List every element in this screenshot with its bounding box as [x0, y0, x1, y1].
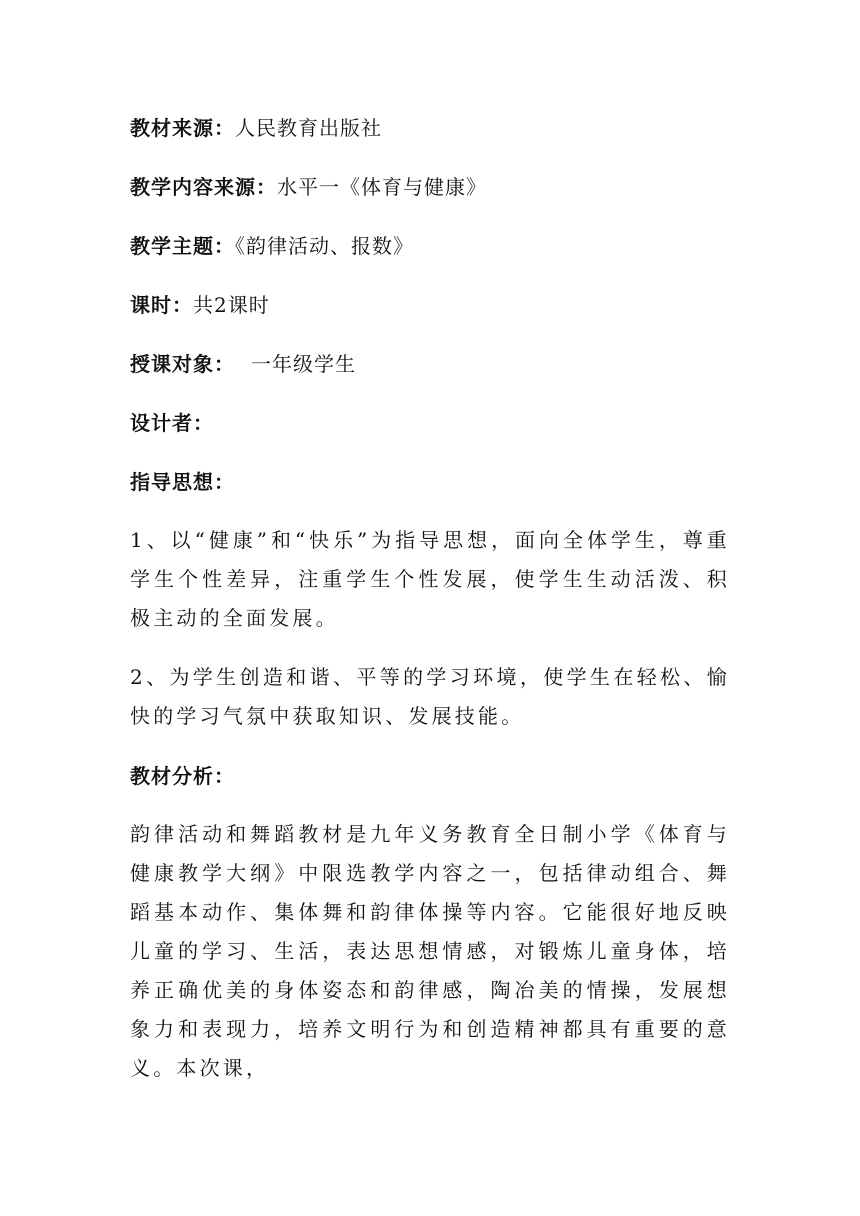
topic-label: 教学主题：	[130, 234, 235, 258]
guiding-point-2: 2、为学生创造和谐、平等的学习环境，使学生在轻松、愉快的学习气氛中获取知识、发展技能。	[130, 665, 730, 728]
source-line	[130, 108, 730, 148]
designer-line	[130, 403, 730, 443]
topic-line	[130, 226, 730, 266]
hours-label: 课时：	[130, 293, 193, 317]
content-source-label: 教学内容来源：	[130, 175, 277, 199]
hours-line	[130, 285, 730, 325]
source-label: 教材来源：	[130, 116, 235, 140]
audience-line	[130, 344, 730, 384]
guiding-heading-line	[130, 462, 730, 502]
content-source-value: 水平一《体育与健康》	[277, 175, 487, 199]
hours-value: 共2课时	[193, 293, 270, 317]
analysis-heading: 教材分析：	[130, 764, 235, 788]
analysis-body: 韵律活动和舞蹈教材是九年义务教育全日制小学《体育与健康教学大纲》中限选教学内容之一，包括律动组合、舞蹈基本动作、集体舞和韵律体操等内容。它能很好地反映儿童的学习、生活，表达思想情感，对锻炼儿童身体，培养正确优美的身体姿态和韵律感，陶冶美的情操，发展想象力和表现力，培养文明行为和创造精神都具有重要的意义。本次课，	[130, 822, 730, 1080]
topic-value: 《韵律活动、报数》	[235, 234, 414, 258]
content-source-line	[130, 167, 730, 207]
guiding-heading: 指导思想：	[130, 470, 235, 494]
analysis-heading-line	[130, 756, 730, 796]
designer-label: 设计者：	[130, 411, 214, 435]
source-value: 人民教育出版社	[235, 116, 382, 140]
audience-value: 一年级学生	[251, 352, 356, 376]
guiding-point-1: 1、以“健康”和“快乐”为指导思想，面向全体学生，尊重学生个性差异，注重学生个性发展，使学生生动活泼、积极主动的全面发展。	[130, 528, 730, 630]
audience-label: 授课对象：	[130, 352, 235, 376]
document-body	[130, 108, 730, 1108]
